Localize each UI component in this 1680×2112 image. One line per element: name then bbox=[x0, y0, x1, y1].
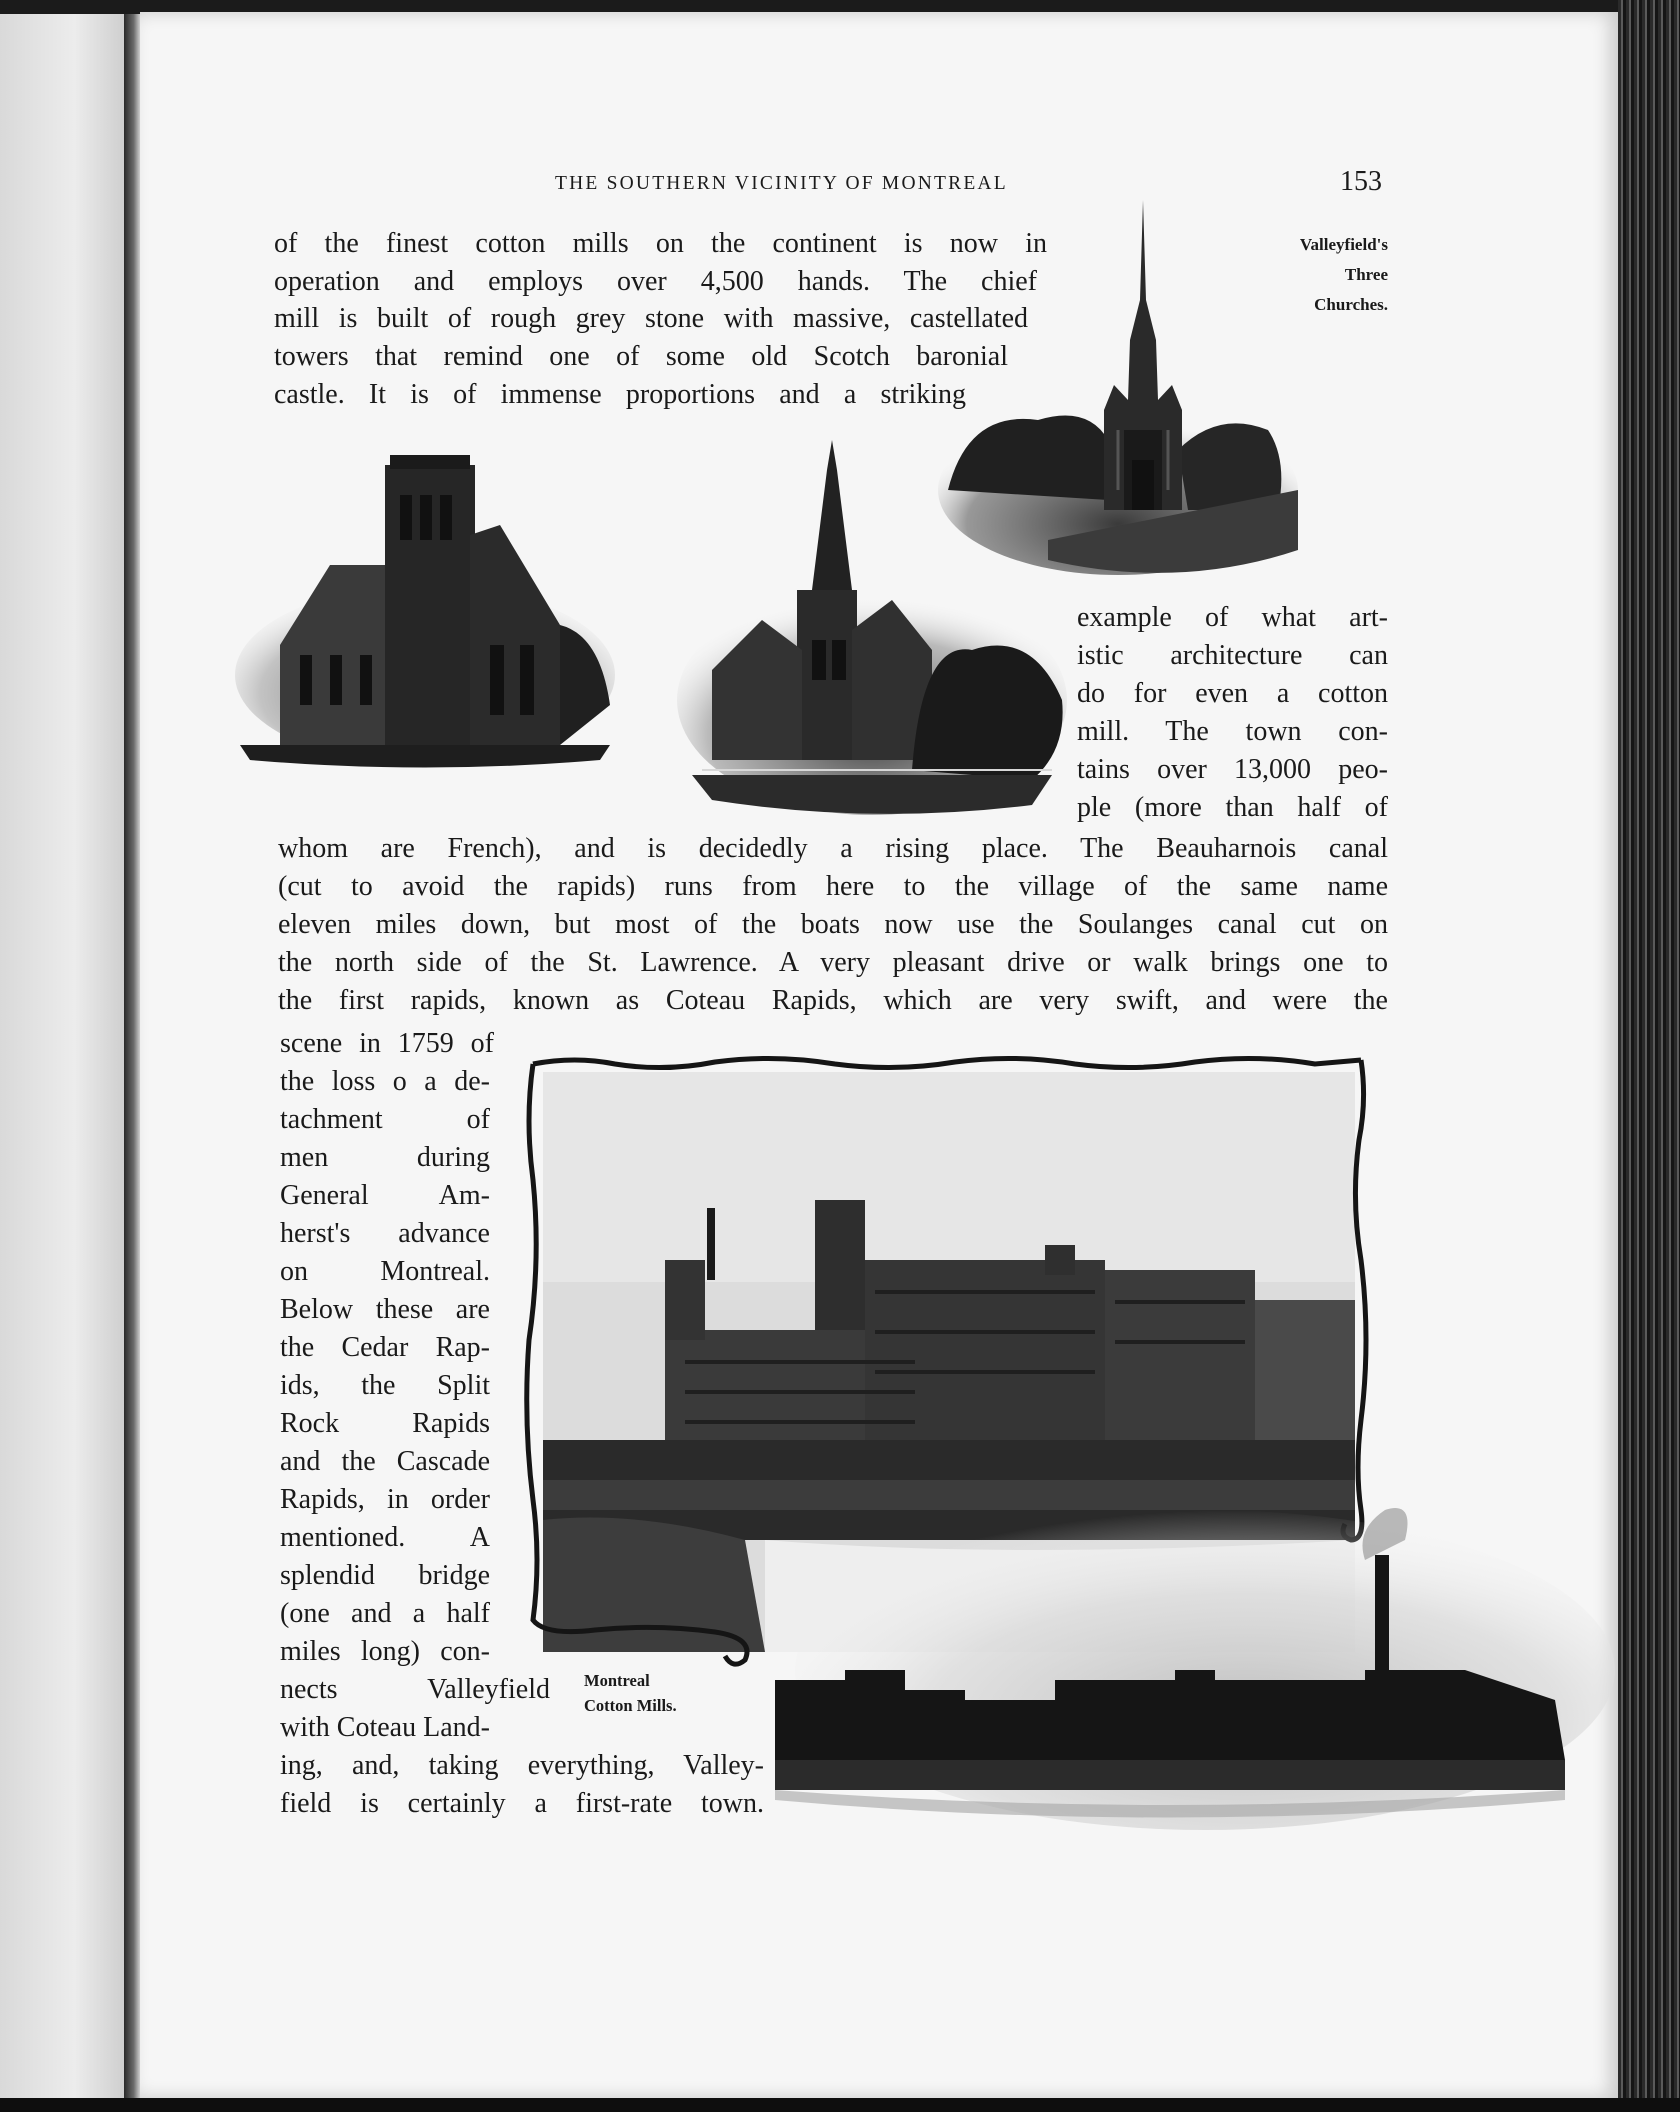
text-line: splendid bridge bbox=[280, 1560, 490, 1591]
page-number: 153 bbox=[1340, 166, 1382, 197]
text-line: (one and a half bbox=[280, 1598, 490, 1629]
text-line: the loss o a de- bbox=[280, 1066, 490, 1097]
mills-caption-line: Montreal bbox=[584, 1671, 650, 1690]
text-line: men during bbox=[280, 1142, 490, 1173]
text-line: herst's advance bbox=[280, 1218, 490, 1249]
gutter-shadow bbox=[124, 14, 140, 2098]
text-line: ing, and, taking everything, Valley- bbox=[280, 1750, 764, 1781]
text-line: mill is built of rough grey stone with massive, castellated bbox=[274, 303, 1028, 334]
text-line: towers that remind one of some old Scotch baronial bbox=[274, 341, 1008, 372]
text-line: Rock Rapids bbox=[280, 1408, 490, 1439]
scan-bottom-edge bbox=[0, 2098, 1680, 2112]
text-line: nects Valleyfield bbox=[280, 1674, 550, 1705]
text-line: Rapids, in order bbox=[280, 1484, 490, 1515]
churches-caption-line: Valleyfield's bbox=[1299, 235, 1388, 254]
cotton-mill-distant-photo bbox=[765, 1500, 1585, 1830]
text-line: istic architecture can bbox=[1077, 640, 1388, 671]
mills-caption-line: Cotton Mills. bbox=[584, 1696, 677, 1715]
text-line: of the finest cotton mills on the continent is now in bbox=[274, 228, 1047, 259]
churches-caption-line: Three bbox=[1344, 265, 1388, 284]
text-line: General Am- bbox=[280, 1180, 490, 1211]
text-line: ids, the Split bbox=[280, 1370, 490, 1401]
text-line: example of what art- bbox=[1077, 602, 1388, 633]
text-line: on Montreal. bbox=[280, 1256, 490, 1287]
text-line: (cut to avoid the rapids) runs from here to the village of the same name bbox=[278, 871, 1388, 902]
text-line: the north side of the St. Lawrence. A very pleasant drive or walk brings one to bbox=[278, 947, 1388, 978]
text-line: mill. The town con- bbox=[1077, 716, 1388, 747]
churches-caption-line: Churches. bbox=[1314, 295, 1388, 314]
text-line: tains over 13,000 peo- bbox=[1077, 754, 1388, 785]
text-line: tachment of bbox=[280, 1104, 490, 1135]
running-title: THE SOUTHERN VICINITY OF MONTREAL bbox=[555, 173, 1008, 194]
text-line: Below these are bbox=[280, 1294, 490, 1325]
text-line: mentioned. A bbox=[280, 1522, 490, 1553]
text-line: and the Cascade bbox=[280, 1446, 490, 1477]
church-stone-tower-photo bbox=[230, 445, 620, 775]
text-line: operation and employs over 4,500 hands. The chief bbox=[274, 266, 1037, 297]
text-line: do for even a cotton bbox=[1077, 678, 1388, 709]
church-steeple-photo bbox=[672, 440, 1072, 820]
text-line: the first rapids, known as Coteau Rapids, which are very swift, and were the bbox=[278, 985, 1388, 1016]
text-line: with Coteau Land- bbox=[280, 1712, 490, 1743]
text-line: miles long) con- bbox=[280, 1636, 490, 1667]
page-stack-edge bbox=[1618, 0, 1680, 2112]
text-line: ple (more than half of bbox=[1077, 792, 1388, 823]
text-line: scene in 1759 of bbox=[280, 1028, 494, 1059]
text-line: the Cedar Rap- bbox=[280, 1332, 490, 1363]
text-line: whom are French), and is decidedly a rising place. The Beauharnois canal bbox=[278, 833, 1388, 864]
text-line: eleven miles down, but most of the boats now use the Soulanges canal cut on bbox=[278, 909, 1388, 940]
text-line: field is certainly a first-rate town. bbox=[280, 1788, 764, 1819]
text-line: castle. It is of immense proportions and a striking bbox=[274, 379, 966, 410]
facing-page-edge bbox=[0, 14, 124, 2098]
mills-caption bbox=[584, 1668, 734, 1718]
